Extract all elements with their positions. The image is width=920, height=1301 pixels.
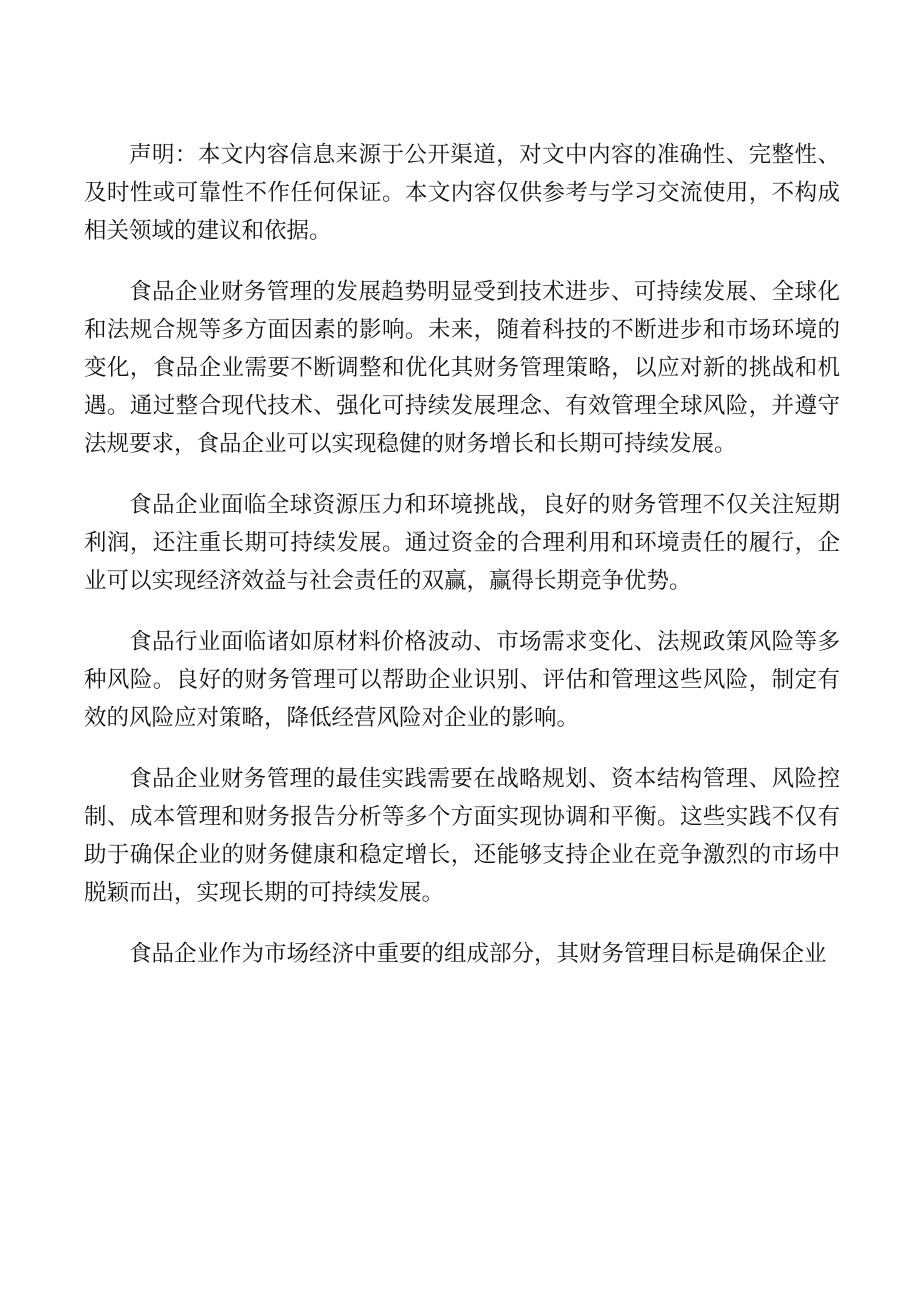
paragraph-risks: 食品行业面临诸如原材料价格波动、市场需求变化、法规政策风险等多种风险。良好的财务管理可以帮助企业识别、评估和管理这些风险，制定有效的风险应对策略，降低经营风险对企业的影响。 [84,629,840,731]
paragraph-goals: 食品企业作为市场经济中重要的组成部分，其财务管理目标是确保企业 [129,941,827,967]
paragraph-trends: 食品企业财务管理的发展趋势明显受到技术进步、可持续发展、全球化和法规合规等多方面因素的影响。未来，随着科技的不断进步和市场环境的变化，食品企业需要不断调整和优化其财务管理策略，以应对新的挑战和机遇。通过整合现代技术、强化可持续发展理念、有效管理全球风险，并遵守法规要求，食品企业可以实现稳健的财务增长和长期可持续发展。 [84,279,840,457]
paragraph-best-practices: 食品企业财务管理的最佳实践需要在战略规划、资本结构管理、风险控制、成本管理和财务报告分析等多个方面实现协调和平衡。这些实践不仅有助于确保企业的财务健康和稳定增长，还能够支持企业在竞争激烈的市场中脱颖而出，实现长期的可持续发展。 [84,766,840,906]
paragraph-sustainability: 食品企业面临全球资源压力和环境挑战，良好的财务管理不仅关注短期利润，还注重长期可持续发展。通过资金的合理利用和环境责任的履行，企业可以实现经济效益与社会责任的双赢，赢得长期竞争优势。 [84,492,840,594]
disclaimer-paragraph: 声明：本文内容信息来源于公开渠道，对文中内容的准确性、完整性、及时性或可靠性不作任何保证。本文内容仅供参考与学习交流使用，不构成相关领域的建议和依据。 [84,142,840,244]
document-body [84,136,840,996]
